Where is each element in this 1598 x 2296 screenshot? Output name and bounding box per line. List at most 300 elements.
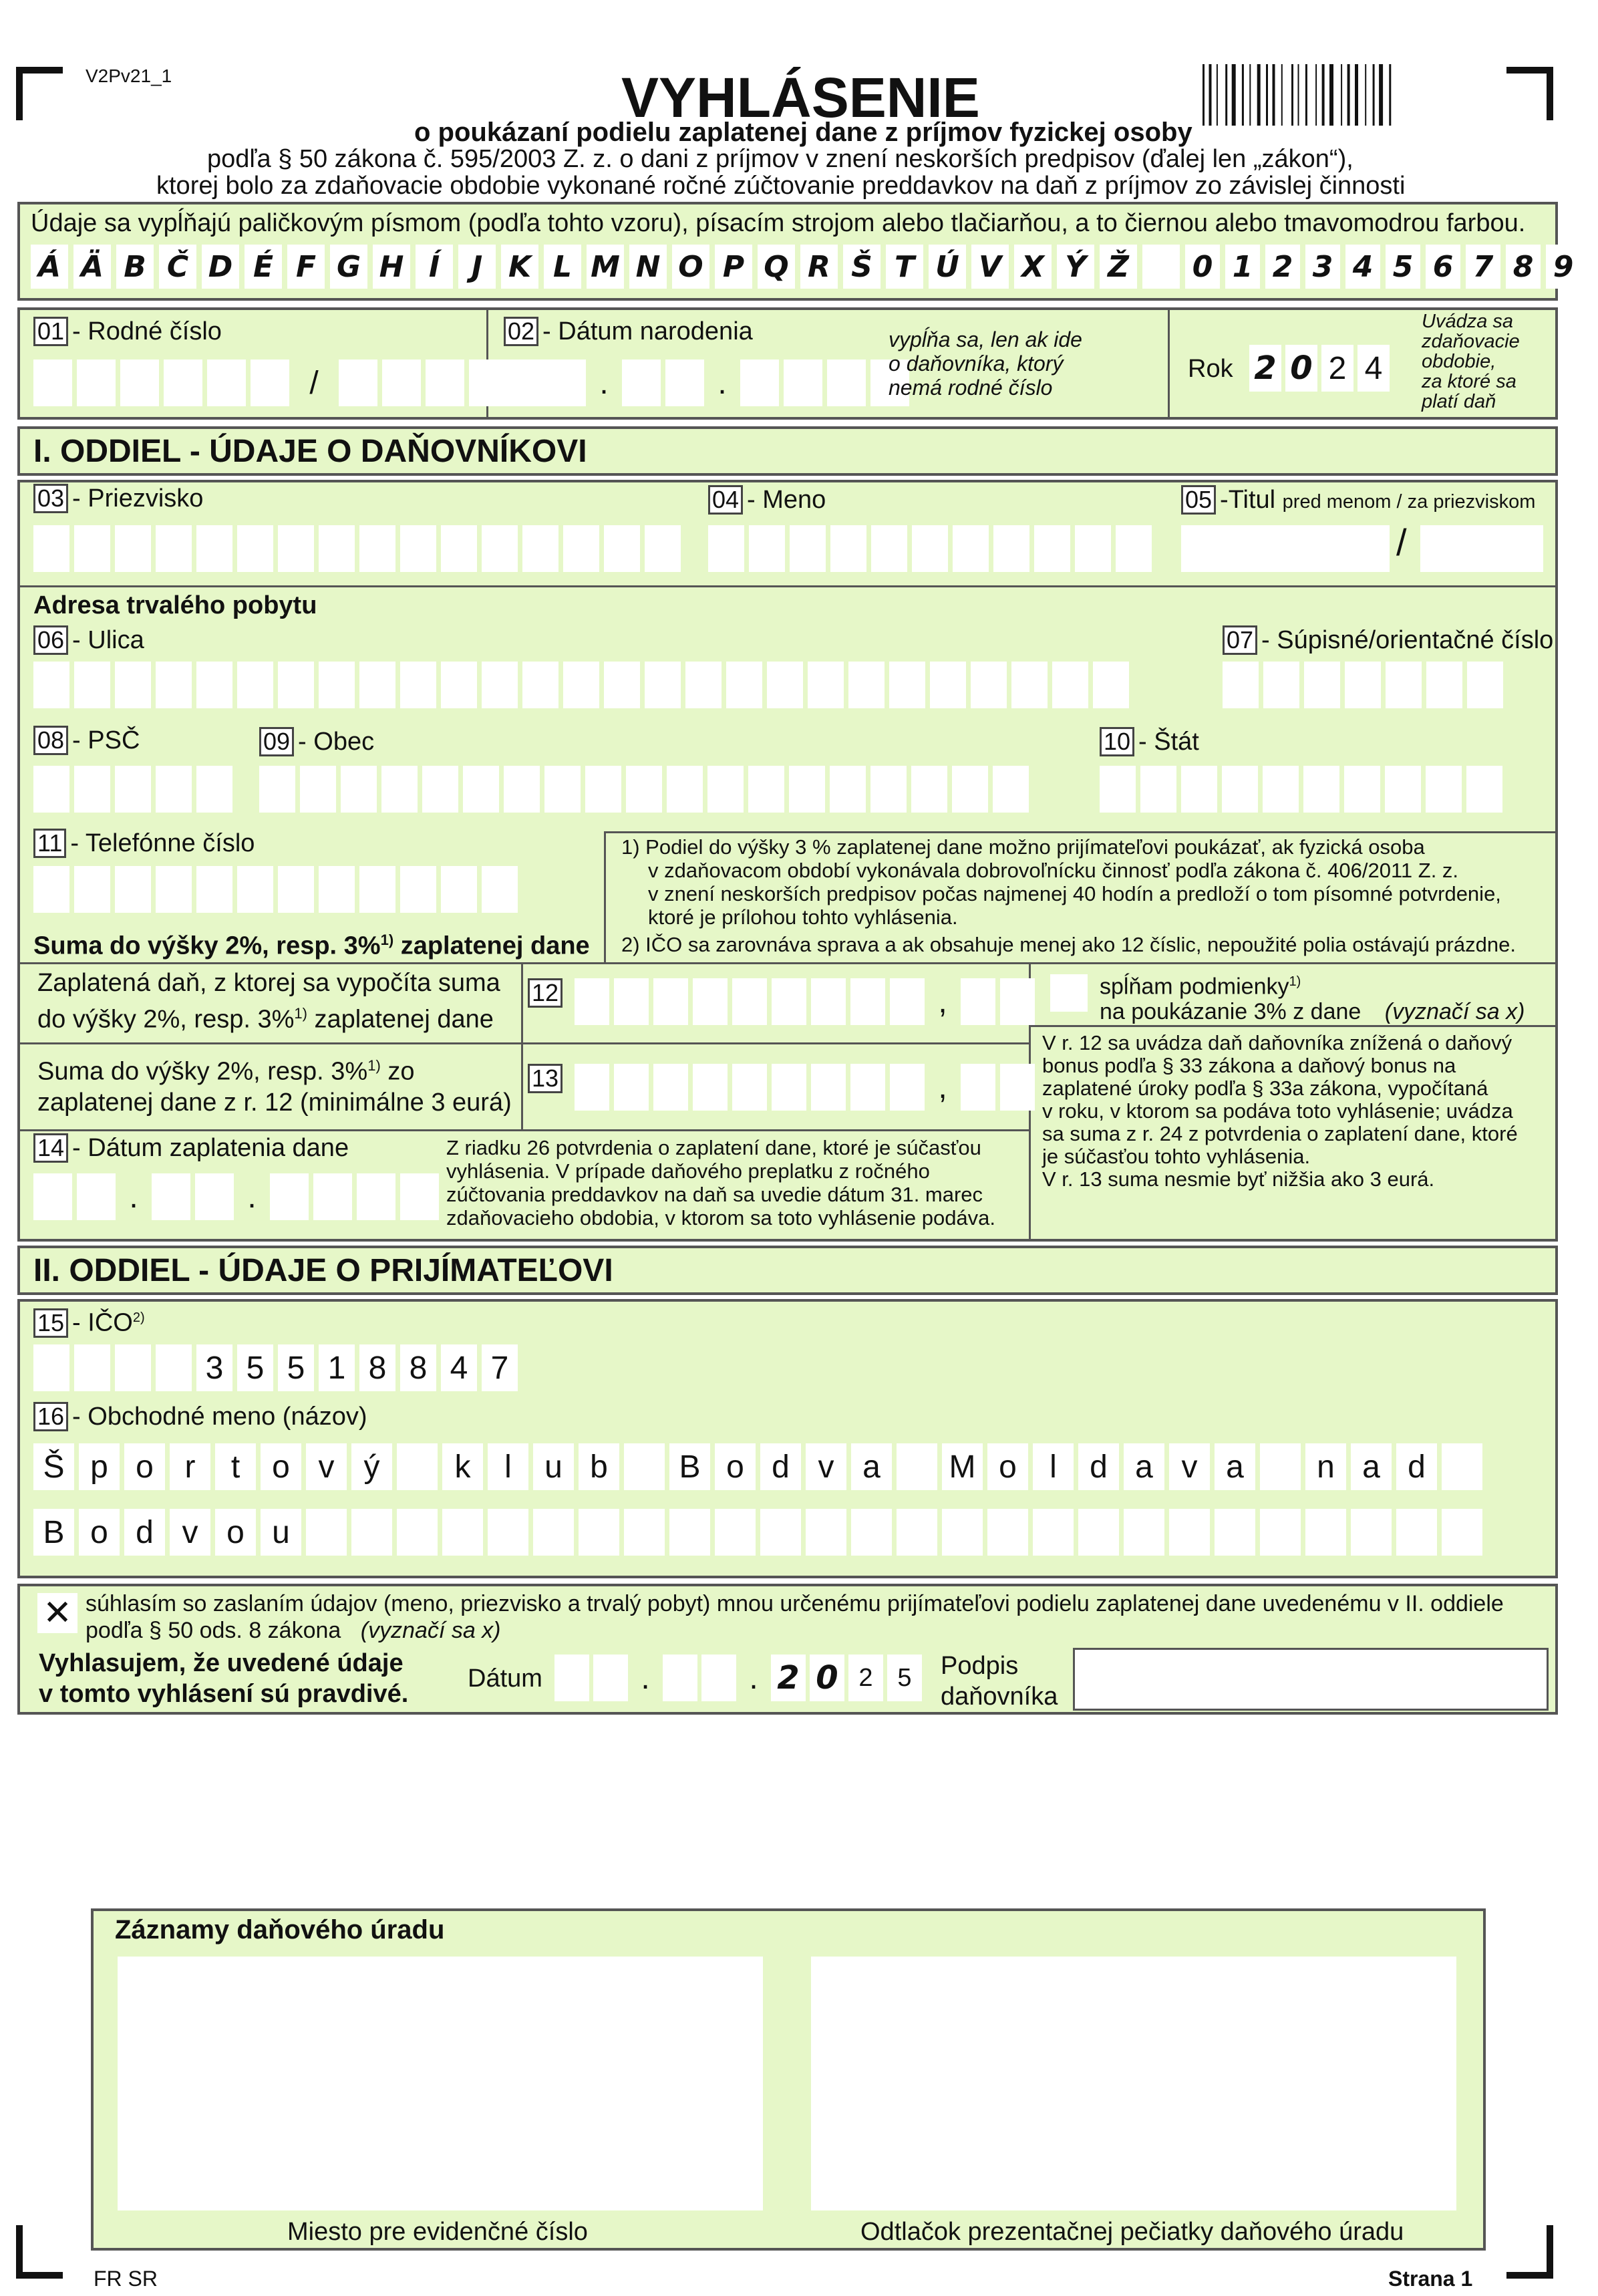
birth-date-digit[interactable] [504, 360, 542, 406]
recipient-name-char[interactable]: p [79, 1443, 120, 1490]
surname-char[interactable] [441, 525, 477, 572]
first-name-char[interactable] [830, 525, 866, 572]
recipient-name-char[interactable]: v [170, 1509, 210, 1556]
birth-date-digit[interactable] [827, 360, 866, 406]
first-name-char[interactable] [953, 525, 989, 572]
recipient-name-char[interactable] [1305, 1509, 1346, 1556]
row-13-amount-input[interactable] [575, 1064, 1035, 1111]
ico-digit[interactable] [74, 1344, 110, 1391]
city-input[interactable] [259, 766, 1029, 813]
amount-decimal-digit[interactable] [1000, 978, 1035, 1025]
ico-digit[interactable]: 4 [441, 1344, 477, 1391]
recipient-name-char[interactable]: b [579, 1443, 619, 1490]
payment-date-digit[interactable] [270, 1173, 309, 1220]
phone-char[interactable] [400, 866, 436, 913]
payment-date-digit[interactable] [33, 1173, 72, 1220]
birth-number-digit[interactable] [339, 360, 377, 406]
amount-digit[interactable] [575, 978, 609, 1025]
recipient-name-char[interactable] [1396, 1509, 1437, 1556]
divider [19, 585, 1557, 587]
city-char[interactable] [300, 766, 336, 813]
payment-date-digit[interactable] [357, 1173, 395, 1220]
country-char[interactable] [1263, 766, 1299, 813]
payment-date-digit[interactable] [400, 1173, 439, 1220]
phone-char[interactable] [278, 866, 314, 913]
street-char[interactable] [726, 662, 762, 708]
year-note: Uvádza sa zdaňovacie obdobie, za ktoré sa platí daň [1422, 311, 1520, 412]
city-char[interactable] [952, 766, 988, 813]
recipient-name-char[interactable]: k [442, 1443, 483, 1490]
sample-letter: X [1014, 245, 1052, 289]
payment-date-digit[interactable] [313, 1173, 352, 1220]
surname-input[interactable] [33, 525, 681, 572]
recipient-name-char[interactable]: o [715, 1443, 756, 1490]
amount-digit[interactable] [732, 1064, 767, 1111]
country-char[interactable] [1466, 766, 1502, 813]
house-number-char[interactable] [1467, 662, 1503, 708]
surname-char[interactable] [319, 525, 355, 572]
first-name-char[interactable] [912, 525, 948, 572]
first-name-char[interactable] [708, 525, 744, 572]
recipient-name-char[interactable] [1215, 1509, 1255, 1556]
tax-year-input[interactable] [1249, 345, 1390, 392]
surname-char[interactable] [359, 525, 395, 572]
country-input[interactable] [1100, 766, 1502, 813]
postal-code-char[interactable] [156, 766, 192, 813]
corner-mark-top-left [16, 67, 63, 120]
city-char[interactable] [748, 766, 784, 813]
surname-char[interactable] [563, 525, 599, 572]
barcode-bar [1373, 64, 1375, 126]
barcode-bar [1322, 64, 1325, 126]
recipient-name-char[interactable] [669, 1509, 710, 1556]
recipient-name-char[interactable]: r [170, 1443, 210, 1490]
phone-char[interactable] [482, 866, 518, 913]
field-10-label: 10 - Štát [1100, 727, 1199, 756]
phone-char[interactable] [74, 866, 110, 913]
surname-char[interactable] [33, 525, 69, 572]
recipient-name-char[interactable] [1033, 1509, 1074, 1556]
sample-letter: G [330, 245, 367, 289]
row-12-label: Zaplatená daň, z ktorej sa vypočíta suma do výšky 2%, resp. 3%$^{1)}$ zaplatenej dane [37, 969, 500, 1034]
birth-number-input[interactable] [33, 360, 551, 406]
sample-letter: T [886, 245, 923, 289]
recipient-name-char[interactable] [397, 1443, 438, 1490]
year-digit[interactable]: 2 [1321, 345, 1353, 392]
street-char[interactable] [685, 662, 722, 708]
country-char[interactable] [1181, 766, 1217, 813]
sample-digit: 8 [1506, 245, 1541, 289]
title-separator: / [1396, 521, 1407, 563]
year-digit[interactable]: 0 [1285, 345, 1317, 392]
street-char[interactable] [319, 662, 355, 708]
birth-date-digit[interactable] [622, 360, 661, 406]
city-char[interactable] [341, 766, 377, 813]
house-number-char[interactable] [1223, 662, 1259, 708]
row-13-label: Suma do výšky 2%, resp. 3%$^{1)}$ zo zaplatenej dane z r. 12 (minimálne 3 eurá) [37, 1057, 512, 1117]
surname-char[interactable] [522, 525, 558, 572]
field-01-label: 01 - Rodné číslo [33, 317, 222, 346]
street-char[interactable] [400, 662, 436, 708]
tax-payment-date-input[interactable] [33, 1173, 439, 1220]
recipient-name-char[interactable]: ý [351, 1443, 392, 1490]
birth-number-digit[interactable] [207, 360, 246, 406]
street-char[interactable] [848, 662, 885, 708]
barcode-bar [1281, 64, 1283, 126]
street-char[interactable] [767, 662, 803, 708]
payment-date-digit[interactable] [195, 1173, 234, 1220]
amount-decimal-digit[interactable] [961, 978, 995, 1025]
recipient-name-char[interactable] [1260, 1443, 1301, 1490]
recipient-name-char[interactable] [533, 1509, 574, 1556]
recipient-name-char[interactable]: B [33, 1509, 74, 1556]
city-char[interactable] [504, 766, 540, 813]
country-char[interactable] [1426, 766, 1462, 813]
sign-date-digit[interactable] [593, 1655, 628, 1701]
street-char[interactable] [1093, 662, 1129, 708]
city-char[interactable] [789, 766, 825, 813]
city-char[interactable] [259, 766, 295, 813]
sample-letter: L [544, 245, 581, 289]
country-char[interactable] [1385, 766, 1421, 813]
recipient-name-char[interactable]: l [1033, 1443, 1074, 1490]
postal-code-input[interactable] [33, 766, 232, 813]
year-digit[interactable]: 4 [1357, 345, 1390, 392]
sign-date-digit[interactable] [554, 1655, 589, 1701]
country-char[interactable] [1100, 766, 1136, 813]
phone-char[interactable] [196, 866, 232, 913]
corner-mark-top-right [1506, 67, 1553, 120]
country-char[interactable] [1303, 766, 1339, 813]
recipient-name-char[interactable] [806, 1509, 846, 1556]
postal-code-char[interactable] [196, 766, 232, 813]
amount-digit[interactable] [850, 978, 885, 1025]
city-char[interactable] [463, 766, 499, 813]
recipient-name-char[interactable]: o [215, 1509, 256, 1556]
street-char[interactable] [237, 662, 273, 708]
row-12-amount-input[interactable] [575, 978, 1035, 1025]
first-name-char[interactable] [1116, 525, 1152, 572]
street-char[interactable] [1052, 662, 1088, 708]
recipient-name-char[interactable]: n [1305, 1443, 1346, 1490]
phone-input[interactable] [33, 866, 518, 913]
recipient-name-char[interactable] [351, 1509, 392, 1556]
surname-char[interactable] [115, 525, 151, 572]
sign-date-digit[interactable]: 5 [887, 1655, 922, 1701]
city-char[interactable] [707, 766, 744, 813]
three-percent-label: spĺňam podmienky$^{1)}$ na poukázanie 3% z dane (vyznačí sa x) [1100, 974, 1525, 1025]
signature-date-input[interactable] [554, 1655, 922, 1701]
sign-date-digit[interactable]: 0 [810, 1655, 844, 1701]
birth-date-digit[interactable] [665, 360, 704, 406]
ico-digit[interactable]: 3 [196, 1344, 232, 1391]
amount-digit[interactable] [693, 978, 728, 1025]
surname-char[interactable] [237, 525, 273, 572]
recipient-name-char[interactable]: a [1215, 1443, 1255, 1490]
ico-digit[interactable]: 1 [319, 1344, 355, 1391]
amount-digit[interactable] [811, 978, 846, 1025]
street-char[interactable] [808, 662, 844, 708]
recipient-name-char[interactable]: l [488, 1443, 528, 1490]
signature-field[interactable] [1073, 1648, 1549, 1711]
sample-letter: Í [416, 245, 453, 289]
street-char[interactable] [645, 662, 681, 708]
street-char[interactable] [33, 662, 69, 708]
house-number-input[interactable] [1223, 662, 1503, 708]
first-name-char[interactable] [1075, 525, 1111, 572]
phone-char[interactable] [237, 866, 273, 913]
amount-digit[interactable] [614, 978, 649, 1025]
country-char[interactable] [1222, 766, 1258, 813]
recipient-name-row-2[interactable] [33, 1509, 1482, 1556]
recipient-name-char[interactable] [1351, 1509, 1392, 1556]
birth-number-digit[interactable] [426, 360, 464, 406]
surname-char[interactable] [645, 525, 681, 572]
first-name-char[interactable] [871, 525, 907, 572]
address-heading: Adresa trvalého pobytu [33, 591, 317, 619]
field-07-label: 07 - Súpisné/orientačné číslo [1223, 625, 1553, 655]
ico-digit[interactable]: 5 [278, 1344, 314, 1391]
recipient-ico-input[interactable] [33, 1344, 518, 1391]
first-name-input[interactable] [708, 525, 1152, 572]
amount-digit[interactable] [614, 1064, 649, 1111]
amount-decimal-digit[interactable] [961, 1064, 995, 1111]
street-char[interactable] [441, 662, 477, 708]
birth-number-digit[interactable] [120, 360, 159, 406]
recipient-name-char[interactable] [1260, 1509, 1301, 1556]
recipient-name-char[interactable]: B [669, 1443, 710, 1490]
postal-code-char[interactable] [33, 766, 69, 813]
recipient-name-char[interactable] [488, 1509, 528, 1556]
street-char[interactable] [115, 662, 151, 708]
phone-char[interactable] [319, 866, 355, 913]
sample-digit: 0 [1185, 245, 1220, 289]
first-name-char[interactable] [790, 525, 826, 572]
recipient-name-char[interactable]: u [533, 1443, 574, 1490]
title-after-input[interactable] [1420, 525, 1543, 572]
city-char[interactable] [381, 766, 418, 813]
birth-date-input[interactable] [504, 360, 909, 406]
recipient-name-char[interactable] [942, 1509, 983, 1556]
sample-letter: V [971, 245, 1009, 289]
recipient-name-char[interactable]: a [1124, 1443, 1164, 1490]
recipient-name-char[interactable] [1442, 1509, 1482, 1556]
ico-digit[interactable]: 8 [359, 1344, 395, 1391]
country-char[interactable] [1140, 766, 1176, 813]
surname-char[interactable] [400, 525, 436, 572]
street-char[interactable] [522, 662, 558, 708]
field-14-note: Z riadku 26 potvrdenia o zaplatení dane, ktoré je súčasťou vyhlásenia. V prípade daňového preplatku z ročného zúčtovania preddavkov na daň sa uvedie dátum 31. marec zdaňovacieho obdobia, v ktorom sa toto vyhlásenie podáva. [446, 1136, 996, 1230]
sample-letter: Š [843, 245, 881, 289]
street-char[interactable] [196, 662, 232, 708]
surname-char[interactable] [196, 525, 232, 572]
street-char[interactable] [930, 662, 966, 708]
recipient-name-char[interactable] [715, 1509, 756, 1556]
recipient-name-char[interactable] [897, 1443, 937, 1490]
ico-digit[interactable] [156, 1344, 192, 1391]
ico-digit[interactable]: 8 [400, 1344, 436, 1391]
amount-digit[interactable] [653, 1064, 688, 1111]
barcode-bar [1379, 64, 1383, 126]
recipient-name-char[interactable] [1442, 1443, 1482, 1490]
city-char[interactable] [911, 766, 947, 813]
surname-char[interactable] [74, 525, 110, 572]
sample-letter: B [116, 245, 154, 289]
house-number-char[interactable] [1426, 662, 1462, 708]
birth-date-digit[interactable] [740, 360, 779, 406]
amount-digit[interactable] [811, 1064, 846, 1111]
surname-char[interactable] [278, 525, 314, 572]
street-char[interactable] [889, 662, 925, 708]
city-char[interactable] [830, 766, 866, 813]
amount-digit[interactable] [693, 1064, 728, 1111]
street-char[interactable] [74, 662, 110, 708]
amount-digit[interactable] [890, 1064, 925, 1111]
birth-date-digit[interactable] [547, 360, 586, 406]
recipient-name-char[interactable] [1124, 1509, 1164, 1556]
birth-number-digit[interactable] [251, 360, 289, 406]
recipient-name-char[interactable]: o [261, 1443, 301, 1490]
phone-char[interactable] [115, 866, 151, 913]
recipient-name-char[interactable]: v [1169, 1443, 1210, 1490]
birth-number-digit[interactable] [77, 360, 116, 406]
phone-char[interactable] [359, 866, 395, 913]
surname-char[interactable] [604, 525, 640, 572]
phone-char[interactable] [441, 866, 477, 913]
recipient-name-char[interactable] [1078, 1509, 1119, 1556]
city-char[interactable] [422, 766, 458, 813]
recipient-name-char[interactable]: d [1396, 1443, 1437, 1490]
amount-digit[interactable] [890, 978, 925, 1025]
ico-digit[interactable] [115, 1344, 151, 1391]
recipient-name-char[interactable]: d [1078, 1443, 1119, 1490]
payment-date-digit[interactable] [152, 1173, 190, 1220]
street-input[interactable] [33, 662, 1129, 708]
recipient-name-char[interactable]: d [124, 1509, 165, 1556]
amount-digit[interactable] [653, 978, 688, 1025]
recipient-name-char[interactable]: a [1351, 1443, 1392, 1490]
recipient-name-char[interactable]: d [760, 1443, 801, 1490]
phone-char[interactable] [156, 866, 192, 913]
birth-number-digit[interactable] [33, 360, 72, 406]
barcode-bar [1291, 64, 1293, 126]
recipient-name-char[interactable]: v [306, 1443, 347, 1490]
sign-date-digit[interactable]: 2 [848, 1655, 883, 1701]
recipient-name-char[interactable] [987, 1509, 1028, 1556]
street-char[interactable] [278, 662, 314, 708]
payment-date-digit[interactable] [77, 1173, 116, 1220]
street-char[interactable] [604, 662, 640, 708]
street-char[interactable] [156, 662, 192, 708]
recipient-name-char[interactable]: M [942, 1443, 983, 1490]
amount-digit[interactable] [772, 1064, 806, 1111]
three-percent-checkbox[interactable] [1050, 974, 1088, 1012]
recipient-name-char[interactable] [897, 1509, 937, 1556]
postal-code-char[interactable] [74, 766, 110, 813]
recipient-name-char[interactable] [624, 1509, 665, 1556]
recipient-name-char[interactable] [579, 1509, 619, 1556]
recipient-name-char[interactable]: u [261, 1509, 301, 1556]
surname-char[interactable] [156, 525, 192, 572]
birth-date-digit[interactable] [784, 360, 822, 406]
recipient-name-char[interactable]: o [124, 1443, 165, 1490]
amount-digit[interactable] [732, 978, 767, 1025]
birth-number-digit[interactable] [382, 360, 421, 406]
birth-number-digit[interactable] [164, 360, 202, 406]
house-number-char[interactable] [1304, 662, 1340, 708]
barcode-bar [1217, 64, 1218, 126]
recipient-name-char[interactable] [306, 1509, 347, 1556]
city-char[interactable] [667, 766, 703, 813]
sign-date-digit[interactable] [663, 1655, 697, 1701]
house-number-char[interactable] [1263, 662, 1299, 708]
recipient-name-char[interactable] [851, 1509, 892, 1556]
recipient-name-row-1[interactable] [33, 1443, 1482, 1490]
recipient-name-char[interactable]: v [806, 1443, 846, 1490]
recipient-name-char[interactable]: o [79, 1509, 120, 1556]
year-digit[interactable]: 2 [1249, 345, 1281, 392]
city-char[interactable] [544, 766, 581, 813]
postal-code-char[interactable] [115, 766, 151, 813]
city-char[interactable] [585, 766, 621, 813]
recipient-name-char[interactable] [1169, 1509, 1210, 1556]
amount-decimal-digit[interactable] [1000, 1064, 1035, 1111]
amount-digit[interactable] [772, 978, 806, 1025]
amount-digit[interactable] [850, 1064, 885, 1111]
recipient-name-char[interactable]: a [851, 1443, 892, 1490]
first-name-char[interactable] [749, 525, 785, 572]
recipient-name-char[interactable] [760, 1509, 801, 1556]
country-char[interactable] [1344, 766, 1380, 813]
ico-digit[interactable]: 5 [237, 1344, 273, 1391]
barcode-bar [1209, 64, 1212, 126]
house-number-char[interactable] [1386, 662, 1422, 708]
surname-char[interactable] [482, 525, 518, 572]
recipient-name-char[interactable]: t [215, 1443, 256, 1490]
recipient-name-char[interactable] [624, 1443, 665, 1490]
street-char[interactable] [563, 662, 599, 708]
city-char[interactable] [626, 766, 662, 813]
recipient-name-char[interactable]: o [987, 1443, 1028, 1490]
street-char[interactable] [359, 662, 395, 708]
sample-letter: H [373, 245, 410, 289]
city-char[interactable] [870, 766, 907, 813]
title-before-input[interactable] [1181, 525, 1390, 572]
sign-date-digit[interactable]: 2 [771, 1655, 806, 1701]
street-char[interactable] [1011, 662, 1048, 708]
recipient-name-char[interactable]: Š [33, 1443, 74, 1490]
ico-digit[interactable]: 7 [482, 1344, 518, 1391]
first-name-char[interactable] [1034, 525, 1070, 572]
ico-digit[interactable] [33, 1344, 69, 1391]
recipient-name-char[interactable] [397, 1509, 438, 1556]
decimal-comma: , [938, 1069, 947, 1105]
birth-number-digit[interactable] [469, 360, 508, 406]
field-04-label: 04 - Meno [708, 485, 826, 515]
street-char[interactable] [482, 662, 518, 708]
amount-digit[interactable] [575, 1064, 609, 1111]
barcode-bar [1225, 64, 1227, 126]
street-char[interactable] [971, 662, 1007, 708]
first-name-char[interactable] [993, 525, 1029, 572]
phone-char[interactable] [33, 866, 69, 913]
house-number-char[interactable] [1345, 662, 1381, 708]
form-code: V2Pv21_1 [86, 65, 172, 86]
sign-date-digit[interactable] [701, 1655, 736, 1701]
city-char[interactable] [993, 766, 1029, 813]
recipient-name-char[interactable] [442, 1509, 483, 1556]
consent-checkbox[interactable]: ✕ [37, 1593, 77, 1633]
